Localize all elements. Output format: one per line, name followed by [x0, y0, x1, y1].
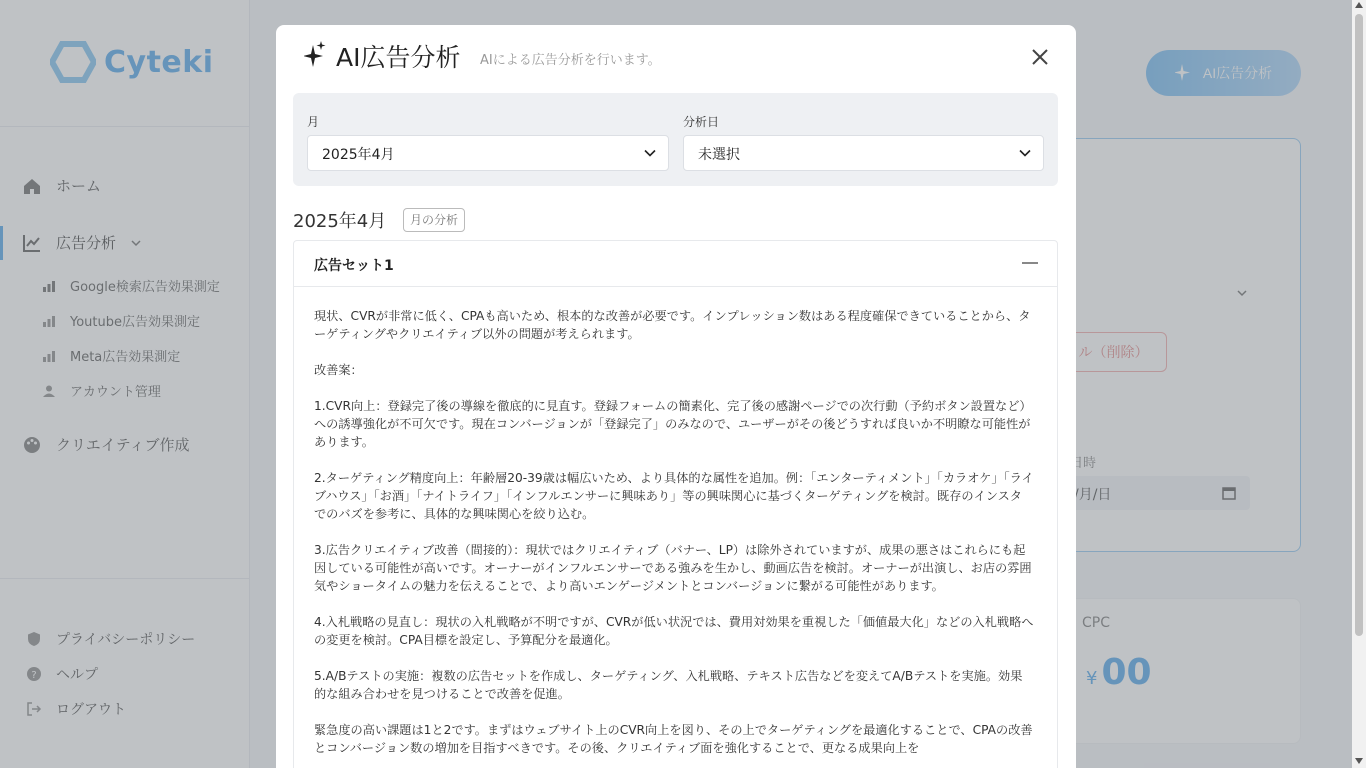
- scroll-up-arrow-icon[interactable]: [1355, 2, 1363, 8]
- chevron-down-icon: [644, 147, 656, 159]
- month-select-value: 2025年4月: [322, 147, 395, 163]
- section-badge: 月の分析: [403, 208, 465, 232]
- analysis-paragraph: 1.CVR向上：登録完了後の導線を徹底的に見直す。登録フォームの簡素化、完了後の感謝ページでの次行動（予約ボタン設置など）への誘導強化が不可欠です。現在コンバージョンが「登録完了」のみなので、ユーザーがその後どうすれば良いか不明瞭な可能性があります。: [314, 399, 1032, 449]
- modal-header: [276, 25, 1076, 93]
- analysis-paragraph: 現状、CVRが非常に低く、CPAも高いため、根本的な改善が必要です。インプレッション数はある程度確保できていることから、ターゲティングやクリエイティブ以外の問題が考えられます。: [314, 309, 1031, 341]
- scroll-down-arrow-icon[interactable]: [1355, 758, 1363, 764]
- analysis-date-select[interactable]: [683, 135, 1044, 171]
- month-filter-label: 月: [307, 115, 320, 129]
- adset-analysis-text: [314, 307, 1034, 768]
- scrollbar-thumb[interactable]: [1355, 14, 1363, 636]
- analysis-paragraph: 緊急度の高い課題は1と2です。まずはウェブサイト上のCVR向上を図り、その上でターゲティングを最適化することで、CPAの改善とコンバージョン数の増加を目指すべきです。その後、クリエイティブ面を強化することで、更なる成果向上を: [314, 723, 1033, 755]
- adset-card: [293, 240, 1058, 768]
- modal-title: AI広告分析: [336, 43, 461, 72]
- close-icon[interactable]: [1028, 45, 1052, 69]
- chevron-down-icon: [1019, 147, 1031, 159]
- analysis-paragraph: 4.入札戦略の見直し：現状の入札戦略が不明ですが、CVRが低い状況では、費用対効果を重視した「価値最大化」などの入札戦略への変更を検討。CPA目標を設定し、予算配分を最適化。: [314, 615, 1034, 647]
- adset-title: 広告セット1: [314, 258, 394, 274]
- adset-header[interactable]: [294, 241, 1057, 287]
- analysis-date-select-value: 未選択: [698, 147, 740, 163]
- modal-subtitle: AIによる広告分析を行います。: [480, 53, 661, 68]
- filter-panel: [293, 93, 1058, 186]
- section-heading: 2025年4月: [293, 211, 387, 232]
- collapse-icon[interactable]: [1022, 262, 1038, 264]
- analysis-paragraph: 3.広告クリエイティブ改善（間接的）：現状ではクリエイティブ（バナー、LP）は除外されていますが、成果の悪さはこれらにも起因している可能性が高いです。オーナーがインフルエンサーである強みを生かし、動画広告を検討。オーナーが出演し、お店の雰囲気やショータイムの魅力を伝えることで、より高いエンゲージメントとコンバージョンに繋がる可能性があります。: [314, 543, 1032, 593]
- ai-analysis-modal: [276, 25, 1076, 768]
- analysis-paragraph: 改善案：: [314, 363, 363, 377]
- date-filter-label: 分析日: [683, 115, 720, 129]
- page-scrollbar[interactable]: [1352, 0, 1366, 768]
- sparkle-icon: [304, 41, 326, 67]
- analysis-paragraph: 2.ターゲティング精度向上：年齢層20-39歳は幅広いため、より具体的な属性を追加。例：「エンターティメント」「カラオケ」「ライブハウス」「お酒」「ナイトライフ」「インフルエンサーに興味あり」等の興味関心に基づくターゲティングを検討。既存のインスタでのバズを参考に、具体的な興味関心を絞り込む。: [314, 471, 1034, 521]
- month-select[interactable]: [307, 135, 669, 171]
- analysis-paragraph: 5.A/Bテストの実施：複数の広告セットを作成し、ターゲティング、入札戦略、テキスト広告などを変えてA/Bテストを実施。効果的な組み合わせを見つけることで改善を促進。: [314, 669, 1023, 701]
